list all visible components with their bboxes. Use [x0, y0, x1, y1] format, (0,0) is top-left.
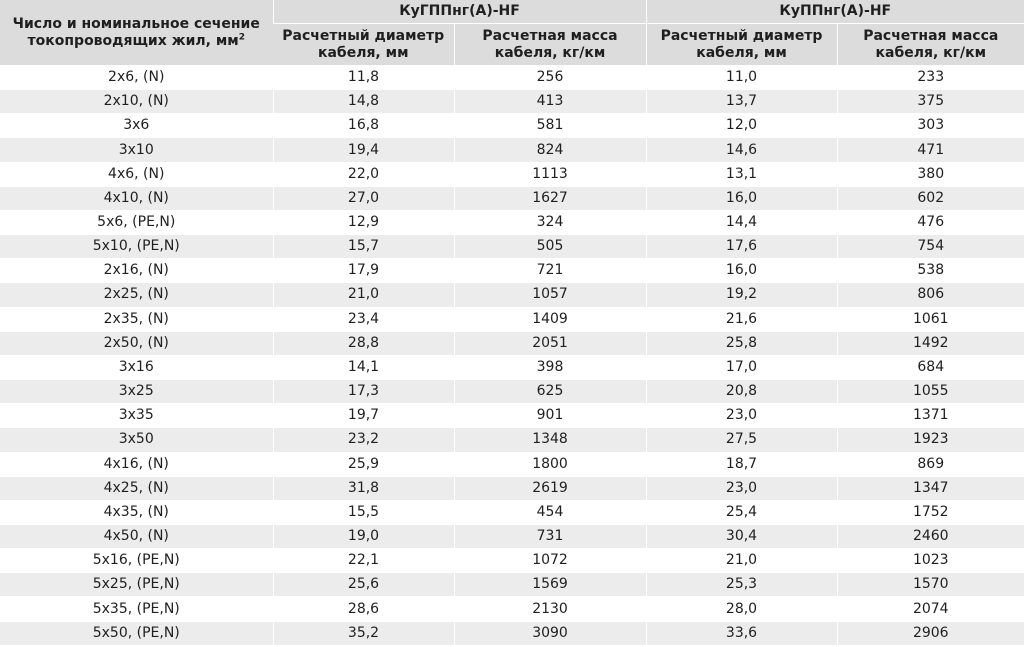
- cell-diameter-2: 13,1: [646, 162, 837, 186]
- cell-diameter-1: 21,0: [273, 283, 454, 307]
- header-group-kugppng: КуГППнг(А)-HF: [273, 0, 646, 24]
- cell-diameter-1: 17,9: [273, 259, 454, 283]
- table-row: [0, 597, 1024, 621]
- cell-diameter-2: 16,0: [646, 259, 837, 283]
- cell-diameter-2: 13,7: [646, 90, 837, 114]
- cell-cores-section: 3x25: [0, 380, 273, 404]
- cell-diameter-1: 23,4: [273, 307, 454, 331]
- table-row: [0, 90, 1024, 114]
- cell-mass-2: 2074: [837, 597, 1024, 621]
- cell-diameter-2: 17,0: [646, 355, 837, 379]
- cell-cores-section: 5x35, (PE,N): [0, 597, 273, 621]
- table-row: [0, 331, 1024, 355]
- table-row: [0, 500, 1024, 524]
- cell-mass-1: 1800: [454, 452, 646, 476]
- cell-diameter-2: 20,8: [646, 380, 837, 404]
- table-row: [0, 404, 1024, 428]
- cell-diameter-2: 19,2: [646, 283, 837, 307]
- cell-mass-1: 824: [454, 138, 646, 162]
- cell-mass-1: 1569: [454, 573, 646, 597]
- cell-diameter-2: 23,0: [646, 404, 837, 428]
- cell-cores-section: 2x16, (N): [0, 259, 273, 283]
- cell-diameter-1: 16,8: [273, 114, 454, 138]
- cell-diameter-2: 14,6: [646, 138, 837, 162]
- cell-diameter-2: 14,4: [646, 210, 837, 234]
- cell-mass-1: 413: [454, 90, 646, 114]
- cell-cores-section: 3x6: [0, 114, 273, 138]
- table-row: [0, 283, 1024, 307]
- cell-mass-1: 1072: [454, 549, 646, 573]
- cell-mass-2: 869: [837, 452, 1024, 476]
- cell-diameter-2: 33,6: [646, 621, 837, 645]
- cell-mass-1: 1113: [454, 162, 646, 186]
- cell-diameter-1: 22,1: [273, 549, 454, 573]
- cell-cores-section: 3x35: [0, 404, 273, 428]
- cell-mass-1: 398: [454, 355, 646, 379]
- cell-diameter-2: 18,7: [646, 452, 837, 476]
- cell-diameter-1: 28,8: [273, 331, 454, 355]
- table-row: [0, 549, 1024, 573]
- header-cores-section-label: Число и номинальное сечение токопроводящих жил, мм: [12, 15, 260, 49]
- cell-diameter-2: 17,6: [646, 235, 837, 259]
- cell-mass-1: 1627: [454, 186, 646, 210]
- table-row: [0, 476, 1024, 500]
- header-cores-section: [0, 0, 273, 66]
- cell-cores-section: 4x16, (N): [0, 452, 273, 476]
- cell-cores-section: 3x50: [0, 428, 273, 452]
- cell-mass-1: 625: [454, 380, 646, 404]
- table-row: [0, 235, 1024, 259]
- cell-mass-2: 380: [837, 162, 1024, 186]
- table-row: [0, 380, 1024, 404]
- cell-diameter-1: 17,3: [273, 380, 454, 404]
- table-row: [0, 573, 1024, 597]
- cell-mass-2: 2906: [837, 621, 1024, 645]
- cell-mass-1: 2130: [454, 597, 646, 621]
- header-mass-1: Расчетная масса кабеля, кг/км: [454, 24, 646, 66]
- header-row-groups: [0, 0, 1024, 24]
- cell-mass-2: 1055: [837, 380, 1024, 404]
- cell-cores-section: 5x10, (PE,N): [0, 235, 273, 259]
- cell-mass-1: 2619: [454, 476, 646, 500]
- table-header: [0, 0, 1024, 66]
- cell-cores-section: 2x10, (N): [0, 90, 273, 114]
- cell-mass-1: 324: [454, 210, 646, 234]
- cell-mass-2: 1023: [837, 549, 1024, 573]
- table-body: [0, 66, 1024, 645]
- header-group-kuppng: КуППнг(А)-HF: [646, 0, 1024, 24]
- cell-mass-2: 538: [837, 259, 1024, 283]
- cell-mass-2: 1570: [837, 573, 1024, 597]
- header-diameter-2: Расчетный диаметр кабеля, мм: [646, 24, 837, 66]
- cell-diameter-1: 14,8: [273, 90, 454, 114]
- cell-diameter-1: 27,0: [273, 186, 454, 210]
- table-row: [0, 259, 1024, 283]
- cell-cores-section: 5x50, (PE,N): [0, 621, 273, 645]
- cell-mass-2: 1347: [837, 476, 1024, 500]
- cell-diameter-1: 19,4: [273, 138, 454, 162]
- cell-cores-section: 5x16, (PE,N): [0, 549, 273, 573]
- cell-mass-1: 721: [454, 259, 646, 283]
- cell-mass-2: 754: [837, 235, 1024, 259]
- cell-diameter-1: 35,2: [273, 621, 454, 645]
- table-row: [0, 162, 1024, 186]
- header-mass-2: Расчетная масса кабеля, кг/км: [837, 24, 1024, 66]
- table-row: [0, 210, 1024, 234]
- cell-cores-section: 4x6, (N): [0, 162, 273, 186]
- cell-cores-section: 4x25, (N): [0, 476, 273, 500]
- table-row: [0, 114, 1024, 138]
- cell-mass-2: 684: [837, 355, 1024, 379]
- cell-cores-section: 4x50, (N): [0, 524, 273, 548]
- cell-mass-2: 233: [837, 66, 1024, 90]
- cell-diameter-1: 25,6: [273, 573, 454, 597]
- cell-diameter-2: 25,4: [646, 500, 837, 524]
- cell-diameter-2: 25,3: [646, 573, 837, 597]
- cell-diameter-2: 11,0: [646, 66, 837, 90]
- cell-mass-2: 806: [837, 283, 1024, 307]
- cell-diameter-1: 14,1: [273, 355, 454, 379]
- cell-mass-1: 1409: [454, 307, 646, 331]
- cell-mass-1: 505: [454, 235, 646, 259]
- cell-cores-section: 3x10: [0, 138, 273, 162]
- cell-mass-2: 1923: [837, 428, 1024, 452]
- cell-mass-1: 731: [454, 524, 646, 548]
- cell-mass-2: 1492: [837, 331, 1024, 355]
- cell-cores-section: 5x6, (PE,N): [0, 210, 273, 234]
- table-row: [0, 138, 1024, 162]
- table-row: [0, 621, 1024, 645]
- cell-mass-2: 602: [837, 186, 1024, 210]
- cell-cores-section: 3x16: [0, 355, 273, 379]
- cell-mass-1: 454: [454, 500, 646, 524]
- cell-cores-section: 4x35, (N): [0, 500, 273, 524]
- cell-mass-1: 901: [454, 404, 646, 428]
- cell-cores-section: 2x25, (N): [0, 283, 273, 307]
- cell-cores-section: 2x35, (N): [0, 307, 273, 331]
- cell-mass-1: 256: [454, 66, 646, 90]
- table-row: [0, 524, 1024, 548]
- cell-diameter-1: 23,2: [273, 428, 454, 452]
- cell-diameter-2: 16,0: [646, 186, 837, 210]
- header-unit-superscript: 2: [238, 31, 245, 42]
- header-diameter-1: Расчетный диаметр кабеля, мм: [273, 24, 454, 66]
- cell-mass-1: 3090: [454, 621, 646, 645]
- cell-diameter-2: 25,8: [646, 331, 837, 355]
- cell-mass-1: 581: [454, 114, 646, 138]
- cell-mass-2: 375: [837, 90, 1024, 114]
- table-row: [0, 307, 1024, 331]
- cell-diameter-1: 22,0: [273, 162, 454, 186]
- cell-cores-section: 2x6, (N): [0, 66, 273, 90]
- table-row: [0, 452, 1024, 476]
- cell-diameter-2: 28,0: [646, 597, 837, 621]
- cell-diameter-1: 25,9: [273, 452, 454, 476]
- cell-mass-1: 1057: [454, 283, 646, 307]
- cell-mass-2: 1061: [837, 307, 1024, 331]
- cell-mass-1: 1348: [454, 428, 646, 452]
- cell-mass-2: 1752: [837, 500, 1024, 524]
- cell-diameter-1: 19,7: [273, 404, 454, 428]
- table-row: [0, 355, 1024, 379]
- cell-mass-2: 471: [837, 138, 1024, 162]
- cell-diameter-2: 21,6: [646, 307, 837, 331]
- cell-diameter-1: 28,6: [273, 597, 454, 621]
- cell-cores-section: 4x10, (N): [0, 186, 273, 210]
- cell-diameter-1: 15,7: [273, 235, 454, 259]
- table-row: [0, 186, 1024, 210]
- cell-diameter-1: 19,0: [273, 524, 454, 548]
- table-row: [0, 428, 1024, 452]
- cell-diameter-2: 12,0: [646, 114, 837, 138]
- cell-mass-1: 2051: [454, 331, 646, 355]
- cell-diameter-2: 30,4: [646, 524, 837, 548]
- cell-diameter-1: 12,9: [273, 210, 454, 234]
- cell-mass-2: 303: [837, 114, 1024, 138]
- cell-diameter-1: 15,5: [273, 500, 454, 524]
- cell-diameter-2: 27,5: [646, 428, 837, 452]
- cell-diameter-2: 23,0: [646, 476, 837, 500]
- cell-cores-section: 2x50, (N): [0, 331, 273, 355]
- cell-mass-2: 2460: [837, 524, 1024, 548]
- cell-cores-section: 5x25, (PE,N): [0, 573, 273, 597]
- cell-mass-2: 1371: [837, 404, 1024, 428]
- table-row: [0, 66, 1024, 90]
- cell-diameter-1: 11,8: [273, 66, 454, 90]
- cell-diameter-2: 21,0: [646, 549, 837, 573]
- cell-diameter-1: 31,8: [273, 476, 454, 500]
- cell-mass-2: 476: [837, 210, 1024, 234]
